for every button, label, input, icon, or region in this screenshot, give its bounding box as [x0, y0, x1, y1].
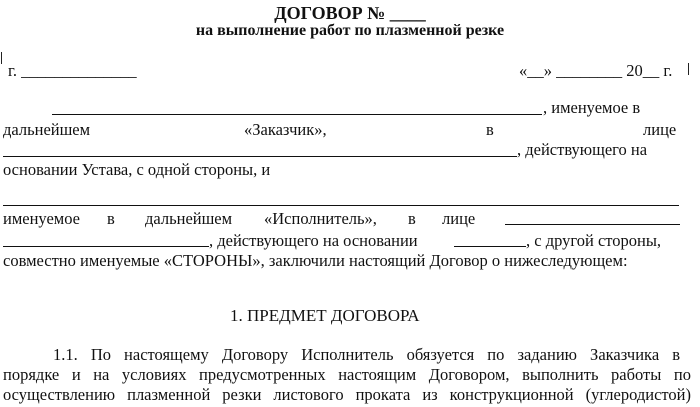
section-heading: 1. ПРЕДМЕТ ДОГОВОРА: [230, 306, 420, 325]
preamble-line2-d: лице: [643, 120, 677, 139]
customer-representative-blank: [3, 156, 517, 157]
preamble-line2-a: дальнейшем: [3, 120, 91, 139]
preamble-line6-c: дальнейшем: [145, 209, 233, 228]
executor-representative-blank-b: [3, 246, 209, 247]
document-title: ДОГОВОР № ____: [274, 3, 426, 23]
preamble-line1-tail: , именуемое в: [543, 98, 641, 117]
city-line: г. ______________: [8, 61, 137, 80]
page-edge-mark-left: [1, 52, 2, 64]
paragraph-line-2: порядке и на условиях предусмотренных настоящим Договором, выполнить работы по: [3, 365, 691, 384]
executor-representative-blank-a: [505, 224, 680, 225]
paragraph-line-3: осуществлению плазменной резки листового проката из конструкционной (углеродистой): [3, 385, 691, 404]
preamble-line2-b: «Заказчик»,: [244, 120, 327, 139]
executor-name-blank: [3, 205, 679, 206]
preamble-line6-e: в: [408, 209, 416, 228]
preamble-line2-c: в: [486, 120, 494, 139]
document-subtitle: на выполнение работ по плазменной резке: [195, 22, 505, 39]
preamble-line6-b: в: [107, 209, 115, 228]
preamble-line7-tail: , с другой стороны,: [526, 231, 662, 250]
paragraph-line-1: 1.1. По настоящему Договору Исполнитель обязуется по заданию Заказчика в: [53, 345, 680, 364]
executor-basis-blank: [454, 246, 526, 247]
preamble-line8: совместно именуемые «СТОРОНЫ», заключили настоящий Договор о нижеследующем:: [3, 251, 628, 270]
preamble-line3-tail: , действующего на: [517, 140, 648, 159]
preamble-line6-f: лице: [442, 209, 476, 228]
customer-name-blank: [52, 114, 542, 115]
page-edge-mark-right: [688, 63, 689, 75]
preamble-line4: основании Устава, с одной стороны, и: [3, 160, 271, 179]
preamble-line6-d: «Исполнитель»,: [264, 209, 377, 228]
date-line: «__» ________ 20__ г.: [519, 61, 673, 80]
preamble-line6-a: именуемое: [3, 209, 80, 228]
preamble-line7-mid: , действующего на основании: [209, 231, 418, 250]
